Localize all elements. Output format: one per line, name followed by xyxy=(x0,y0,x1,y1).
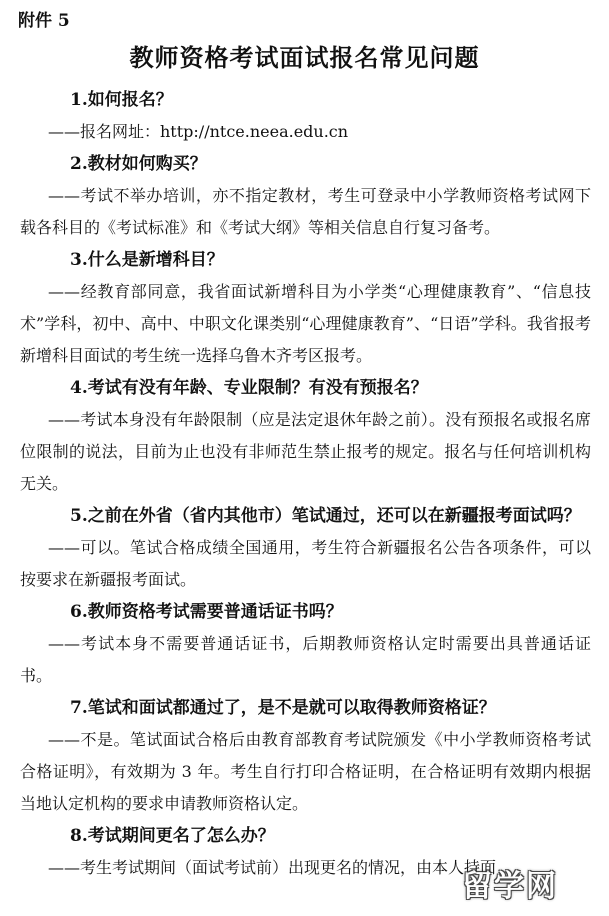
faq-question-2: 2.教材如何购买？ xyxy=(70,154,207,174)
page-title: 教师资格考试面试报名常见问题 xyxy=(129,43,480,72)
faq-question-8: 8.考试期间更名了怎么办？ xyxy=(70,826,275,846)
faq-question-4: 4.考试有没有年龄、专业限制？有没有预报名？ xyxy=(70,378,428,398)
faq-list xyxy=(20,84,591,884)
faq-answer-4: ——考试本身没有年龄限制（应是法定退休年龄之前）。没有预报名或报名席位限制的说法，目前为止也没有非师范生禁止报考的规定。报名与任何培训机构无关。 xyxy=(20,410,591,493)
faq-question-7: 7.笔试和面试都通过了，是不是就可以取得教师资格证？ xyxy=(70,698,496,718)
faq-answer-7: ——不是。笔试面试合格后由教育部教育考试院颁发《中小学教师资格考试合格证明》，有效期为 3 年。考生自行打印合格证明，在合格证明有效期内根据当地认定机构的要求申请教师资格认定。 xyxy=(20,730,591,813)
faq-answer-3: ——经教育部同意，我省面试新增科目为小学类“心理健康教育”、“信息技术”学科，初中、高中、中职文化课类别“心理健康教育”、“日语”学科。我省报考新增科目面试的考生统一选择乌鲁木齐考区报考。 xyxy=(20,282,591,365)
faq-question-3: 3.什么是新增科目？ xyxy=(70,250,224,270)
faq-question-5: 5.之前在外省（省内其他市）笔试通过，还可以在新疆报考面试吗？ xyxy=(70,506,581,526)
faq-question-6: 6.教师资格考试需要普通话证书吗？ xyxy=(70,602,343,622)
watermark-logo: 留学网 xyxy=(462,869,558,904)
faq-answer-1: ——报名网址：http://ntce.neea.edu.cn xyxy=(48,122,349,141)
attachment-label: 附件 5 xyxy=(18,11,70,31)
faq-answer-2: ——考试不举办培训，亦不指定教材，考生可登录中小学教师资格考试网下载各科目的《考试标准》和《考试大纲》等相关信息自行复习备考。 xyxy=(20,186,591,237)
faq-answer-8: ——考生考试期间（面试考试前）出现更名的情况，由本人持面 xyxy=(48,858,497,877)
faq-answer-5: ——可以。笔试合格成绩全国通用，考生符合新疆报名公告各项条件，可以按要求在新疆报考面试。 xyxy=(20,538,591,589)
faq-answer-6: ——考试本身不需要普通话证书，后期教师资格认定时需要出具普通话证书。 xyxy=(20,634,591,685)
faq-question-1: 1.如何报名？ xyxy=(70,90,173,110)
